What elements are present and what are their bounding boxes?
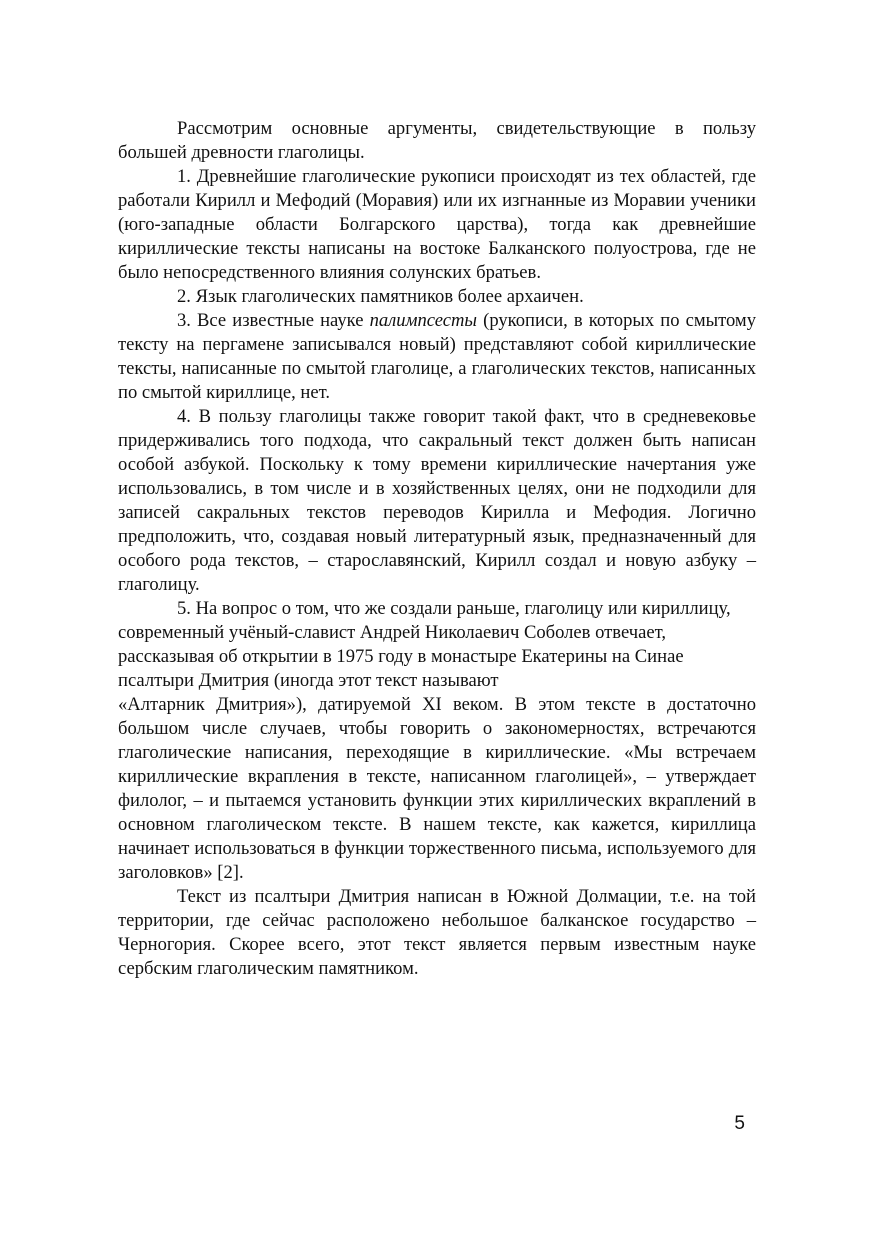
argument-3-start: 3. Все известные науке bbox=[177, 310, 370, 331]
page-number: 5 bbox=[734, 1113, 745, 1134]
paragraph-argument-5-start: 5. На вопрос о том, что же создали раньше, глаголицу или кириллицу, современный учёный-славист Андрей Николаевич Соболев отвечает, рассказывая об открытии в 1975 году в монастыре Екатерины на Синае псалтыри Дмитрия (иногда этот текст называют bbox=[118, 598, 731, 691]
paragraph-intro: Рассмотрим основные аргументы, свидетельствующие в пользу большей древности глаголицы. bbox=[118, 118, 756, 163]
paragraph-argument-3 bbox=[118, 309, 756, 405]
body-text bbox=[118, 117, 756, 981]
paragraph-conclusion: Текст из псалтыри Дмитрия написан в Южной Долмации, т.е. на той территории, где сейчас расположено небольшое балканское государство – Черногория. Скорее всего, этот текст является первым известным науке сербским глаголическим памятником. bbox=[118, 886, 756, 979]
paragraph-argument-2: 2. Язык глаголических памятников более архаичен. bbox=[177, 286, 584, 307]
argument-3-rest: (рукописи, в которых по смытому тексту на пергамене записывался новый) представляют собой кириллические тексты, написанные по смытой глаголице, а глаголических текстов, написанных по смытой кириллице, нет. bbox=[118, 310, 756, 403]
palimpsest-term: палимпсесты bbox=[369, 310, 478, 331]
paragraph-argument-4: 4. В пользу глаголицы также говорит такой факт, что в средневековье придерживались того подхода, что сакральный текст должен быть написан особой азбукой. Поскольку к тому времени кириллические начертания уже использовались, в том числе и в хозяйственных целях, они не подходили для записей сакральных текстов переводов Кирилла и Мефодия. Логично предположить, что, создавая новый литературный язык, предназначенный для особого рода текстов, – старославянский, Кирилл создал и новую азбуку – глаголицу. bbox=[118, 406, 756, 595]
paragraph-argument-1: 1. Древнейшие глаголические рукописи происходят из тех областей, где работали Кирилл и Мефодий (Моравия) или их изгнанные из Моравии ученики (юго-западные области Болгарского царства), тогда как древнейшие кириллические тексты написаны на востоке Балканского полуострова, где не было непосредственного влияния солунских братьев. bbox=[118, 166, 756, 283]
paragraph-argument-5-continued: «Алтарник Дмитрия»), датируемой XI веком. В этом тексте в достаточно большом числе случаев, чтобы говорить о закономерностях, встречаются глаголические написания, переходящие в кириллические. «Мы встречаем кириллические вкрапления в тексте, написанном глаголицей», – утверждает филолог, – и пытаемся установить функции этих кириллических вкраплений в основном глаголическом тексте. В нашем тексте, как кажется, кириллица начинает использоваться в функции торжественного письма, используемого для заголовков» [2]. bbox=[118, 694, 756, 883]
